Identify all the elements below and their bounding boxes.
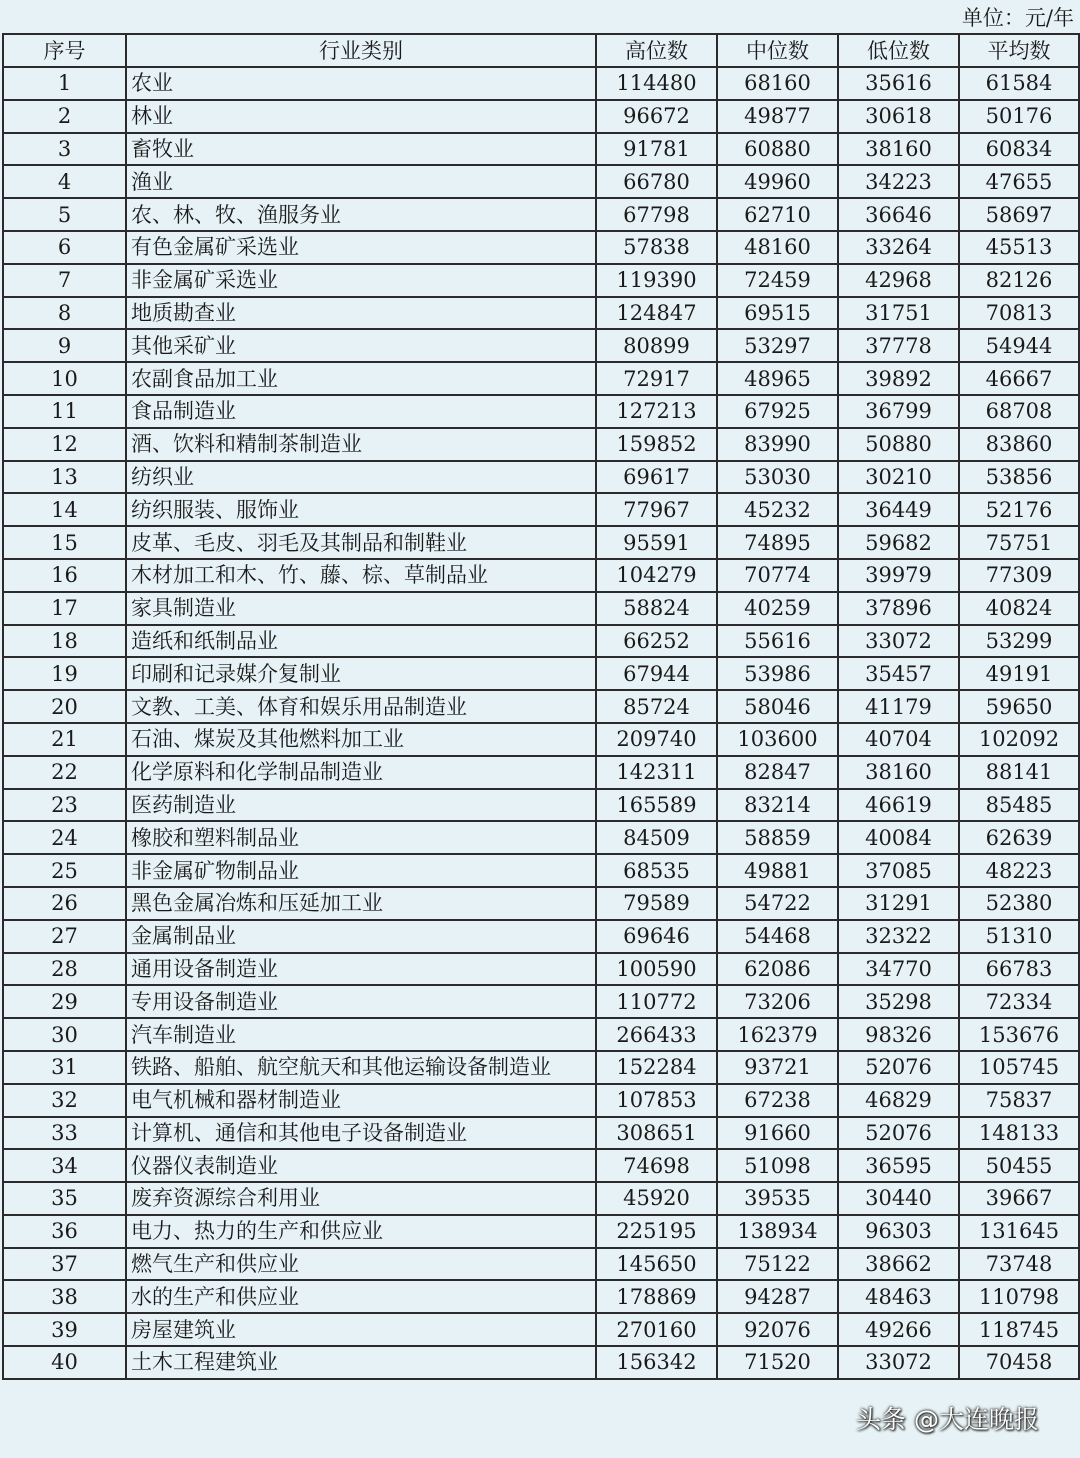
- cell-index: 30: [3, 1018, 126, 1051]
- header-index: 序号: [3, 34, 126, 67]
- watermark: 头条 @大连晚报: [856, 1405, 1039, 1434]
- cell-industry: 家具制造业: [126, 592, 596, 625]
- cell-high: 67944: [596, 657, 717, 690]
- table-row: [3, 1018, 1079, 1051]
- table-row: [3, 67, 1079, 100]
- cell-median: 53297: [717, 329, 838, 362]
- cell-high: 72917: [596, 362, 717, 395]
- table-row: [3, 690, 1079, 723]
- cell-average: 53856: [959, 461, 1079, 494]
- cell-index: 11: [3, 395, 126, 428]
- cell-industry: 非金属矿采选业: [126, 264, 596, 297]
- cell-median: 62086: [717, 953, 838, 986]
- cell-average: 66783: [959, 953, 1079, 986]
- cell-high: 45920: [596, 1182, 717, 1215]
- table-row: [3, 821, 1079, 854]
- cell-low: 49266: [838, 1313, 959, 1346]
- cell-index: 7: [3, 264, 126, 297]
- cell-average: 75837: [959, 1084, 1079, 1117]
- cell-average: 51310: [959, 920, 1079, 953]
- cell-high: 104279: [596, 559, 717, 592]
- cell-median: 45232: [717, 493, 838, 526]
- cell-average: 68708: [959, 395, 1079, 428]
- cell-low: 33072: [838, 625, 959, 658]
- cell-average: 72334: [959, 985, 1079, 1018]
- cell-industry: 石油、煤炭及其他燃料加工业: [126, 723, 596, 756]
- cell-industry: 土木工程建筑业: [126, 1346, 596, 1379]
- cell-index: 4: [3, 165, 126, 198]
- cell-average: 153676: [959, 1018, 1079, 1051]
- table-row: [3, 133, 1079, 166]
- cell-industry: 渔业: [126, 165, 596, 198]
- cell-median: 75122: [717, 1248, 838, 1281]
- cell-average: 60834: [959, 133, 1079, 166]
- cell-average: 52380: [959, 887, 1079, 920]
- cell-average: 62639: [959, 821, 1079, 854]
- table-row: [3, 395, 1079, 428]
- cell-median: 74895: [717, 526, 838, 559]
- cell-industry: 化学原料和化学制品制造业: [126, 756, 596, 789]
- cell-low: 35616: [838, 67, 959, 100]
- cell-index: 13: [3, 461, 126, 494]
- cell-low: 98326: [838, 1018, 959, 1051]
- cell-average: 82126: [959, 264, 1079, 297]
- cell-median: 72459: [717, 264, 838, 297]
- cell-average: 40824: [959, 592, 1079, 625]
- table-row: [3, 198, 1079, 231]
- cell-index: 37: [3, 1248, 126, 1281]
- cell-industry: 房屋建筑业: [126, 1313, 596, 1346]
- cell-industry: 铁路、船舶、航空航天和其他运输设备制造业: [126, 1051, 596, 1084]
- cell-median: 83990: [717, 428, 838, 461]
- cell-high: 127213: [596, 395, 717, 428]
- cell-index: 19: [3, 657, 126, 690]
- table-row: [3, 920, 1079, 953]
- cell-average: 148133: [959, 1117, 1079, 1150]
- table-row: [3, 362, 1079, 395]
- cell-high: 58824: [596, 592, 717, 625]
- header-industry: 行业类别: [126, 34, 596, 67]
- table-row: [3, 526, 1079, 559]
- cell-high: 69617: [596, 461, 717, 494]
- cell-index: 18: [3, 625, 126, 658]
- cell-high: 156342: [596, 1346, 717, 1379]
- cell-industry: 通用设备制造业: [126, 953, 596, 986]
- cell-high: 152284: [596, 1051, 717, 1084]
- cell-high: 66252: [596, 625, 717, 658]
- cell-average: 52176: [959, 493, 1079, 526]
- cell-median: 91660: [717, 1117, 838, 1150]
- cell-median: 73206: [717, 985, 838, 1018]
- table-row: [3, 723, 1079, 756]
- cell-industry: 地质勘查业: [126, 297, 596, 330]
- cell-index: 27: [3, 920, 126, 953]
- cell-industry: 专用设备制造业: [126, 985, 596, 1018]
- cell-low: 38662: [838, 1248, 959, 1281]
- cell-index: 29: [3, 985, 126, 1018]
- cell-index: 1: [3, 67, 126, 100]
- cell-high: 66780: [596, 165, 717, 198]
- table-row: [3, 657, 1079, 690]
- cell-median: 71520: [717, 1346, 838, 1379]
- table-row: [3, 1346, 1079, 1379]
- cell-low: 35298: [838, 985, 959, 1018]
- cell-high: 68535: [596, 854, 717, 887]
- table-row: [3, 592, 1079, 625]
- cell-low: 37896: [838, 592, 959, 625]
- cell-high: 74698: [596, 1149, 717, 1182]
- cell-high: 225195: [596, 1215, 717, 1248]
- cell-industry: 汽车制造业: [126, 1018, 596, 1051]
- cell-high: 107853: [596, 1084, 717, 1117]
- cell-low: 50880: [838, 428, 959, 461]
- cell-index: 24: [3, 821, 126, 854]
- cell-index: 34: [3, 1149, 126, 1182]
- cell-average: 105745: [959, 1051, 1079, 1084]
- table-row: [3, 264, 1079, 297]
- cell-average: 77309: [959, 559, 1079, 592]
- cell-high: 91781: [596, 133, 717, 166]
- cell-median: 39535: [717, 1182, 838, 1215]
- cell-median: 55616: [717, 625, 838, 658]
- cell-index: 33: [3, 1117, 126, 1150]
- cell-industry: 金属制品业: [126, 920, 596, 953]
- table-row: [3, 1117, 1079, 1150]
- cell-average: 54944: [959, 329, 1079, 362]
- cell-industry: 造纸和纸制品业: [126, 625, 596, 658]
- cell-index: 28: [3, 953, 126, 986]
- table-body: [3, 67, 1079, 1379]
- cell-low: 36449: [838, 493, 959, 526]
- cell-industry: 皮革、毛皮、羽毛及其制品和制鞋业: [126, 526, 596, 559]
- cell-industry: 燃气生产和供应业: [126, 1248, 596, 1281]
- cell-average: 48223: [959, 854, 1079, 887]
- cell-high: 159852: [596, 428, 717, 461]
- cell-industry: 畜牧业: [126, 133, 596, 166]
- cell-index: 15: [3, 526, 126, 559]
- cell-high: 69646: [596, 920, 717, 953]
- cell-industry: 仪器仪表制造业: [126, 1149, 596, 1182]
- cell-high: 110772: [596, 985, 717, 1018]
- cell-index: 22: [3, 756, 126, 789]
- cell-low: 38160: [838, 756, 959, 789]
- cell-average: 73748: [959, 1248, 1079, 1281]
- cell-index: 39: [3, 1313, 126, 1346]
- cell-median: 51098: [717, 1149, 838, 1182]
- table-row: [3, 165, 1079, 198]
- table-row: [3, 461, 1079, 494]
- cell-median: 162379: [717, 1018, 838, 1051]
- cell-index: 40: [3, 1346, 126, 1379]
- cell-high: 79589: [596, 887, 717, 920]
- cell-high: 77967: [596, 493, 717, 526]
- cell-median: 54468: [717, 920, 838, 953]
- table-row: [3, 756, 1079, 789]
- header-low: 低位数: [838, 34, 959, 67]
- cell-high: 84509: [596, 821, 717, 854]
- cell-average: 83860: [959, 428, 1079, 461]
- cell-average: 102092: [959, 723, 1079, 756]
- cell-median: 40259: [717, 592, 838, 625]
- salary-table: [2, 33, 1080, 1380]
- cell-average: 53299: [959, 625, 1079, 658]
- cell-high: 270160: [596, 1313, 717, 1346]
- cell-index: 16: [3, 559, 126, 592]
- cell-low: 35457: [838, 657, 959, 690]
- cell-low: 30440: [838, 1182, 959, 1215]
- cell-high: 266433: [596, 1018, 717, 1051]
- cell-industry: 废弃资源综合利用业: [126, 1182, 596, 1215]
- table-row: [3, 100, 1079, 133]
- cell-low: 46619: [838, 789, 959, 822]
- cell-average: 85485: [959, 789, 1079, 822]
- cell-low: 33072: [838, 1346, 959, 1379]
- cell-average: 58697: [959, 198, 1079, 231]
- cell-median: 92076: [717, 1313, 838, 1346]
- cell-industry: 农、林、牧、渔服务业: [126, 198, 596, 231]
- header-average: 平均数: [959, 34, 1079, 67]
- cell-median: 49960: [717, 165, 838, 198]
- cell-average: 39667: [959, 1182, 1079, 1215]
- cell-low: 34223: [838, 165, 959, 198]
- cell-low: 40084: [838, 821, 959, 854]
- cell-average: 50455: [959, 1149, 1079, 1182]
- cell-index: 10: [3, 362, 126, 395]
- table-row: [3, 1182, 1079, 1215]
- cell-average: 118745: [959, 1313, 1079, 1346]
- cell-industry: 黑色金属冶炼和压延加工业: [126, 887, 596, 920]
- cell-median: 103600: [717, 723, 838, 756]
- cell-low: 38160: [838, 133, 959, 166]
- cell-index: 9: [3, 329, 126, 362]
- cell-median: 54722: [717, 887, 838, 920]
- cell-index: 20: [3, 690, 126, 723]
- cell-low: 96303: [838, 1215, 959, 1248]
- table-row: [3, 985, 1079, 1018]
- cell-median: 70774: [717, 559, 838, 592]
- cell-industry: 电力、热力的生产和供应业: [126, 1215, 596, 1248]
- unit-label: 单位：元/年: [961, 6, 1074, 30]
- cell-low: 36646: [838, 198, 959, 231]
- cell-low: 30210: [838, 461, 959, 494]
- table-row: [3, 428, 1079, 461]
- cell-average: 70813: [959, 297, 1079, 330]
- cell-average: 50176: [959, 100, 1079, 133]
- cell-high: 114480: [596, 67, 717, 100]
- cell-high: 95591: [596, 526, 717, 559]
- cell-median: 48160: [717, 231, 838, 264]
- cell-industry: 电气机械和器材制造业: [126, 1084, 596, 1117]
- cell-high: 57838: [596, 231, 717, 264]
- cell-low: 46829: [838, 1084, 959, 1117]
- cell-industry: 农副食品加工业: [126, 362, 596, 395]
- table-row: [3, 1215, 1079, 1248]
- cell-median: 138934: [717, 1215, 838, 1248]
- table-row: [3, 1280, 1079, 1313]
- cell-high: 124847: [596, 297, 717, 330]
- cell-low: 37778: [838, 329, 959, 362]
- table-row: [3, 1313, 1079, 1346]
- cell-high: 96672: [596, 100, 717, 133]
- cell-average: 47655: [959, 165, 1079, 198]
- cell-low: 30618: [838, 100, 959, 133]
- cell-median: 62710: [717, 198, 838, 231]
- cell-low: 40704: [838, 723, 959, 756]
- cell-median: 48965: [717, 362, 838, 395]
- cell-index: 35: [3, 1182, 126, 1215]
- table-row: [3, 789, 1079, 822]
- cell-index: 26: [3, 887, 126, 920]
- cell-median: 53030: [717, 461, 838, 494]
- cell-average: 46667: [959, 362, 1079, 395]
- cell-median: 68160: [717, 67, 838, 100]
- cell-low: 42968: [838, 264, 959, 297]
- cell-industry: 水的生产和供应业: [126, 1280, 596, 1313]
- cell-low: 52076: [838, 1117, 959, 1150]
- cell-median: 49881: [717, 854, 838, 887]
- cell-median: 69515: [717, 297, 838, 330]
- cell-industry: 橡胶和塑料制品业: [126, 821, 596, 854]
- cell-index: 23: [3, 789, 126, 822]
- table-row: [3, 493, 1079, 526]
- cell-high: 100590: [596, 953, 717, 986]
- cell-median: 58046: [717, 690, 838, 723]
- table-row: [3, 1084, 1079, 1117]
- cell-industry: 其他采矿业: [126, 329, 596, 362]
- cell-average: 88141: [959, 756, 1079, 789]
- table-row: [3, 1248, 1079, 1281]
- cell-median: 94287: [717, 1280, 838, 1313]
- cell-low: 36595: [838, 1149, 959, 1182]
- header-high: 高位数: [596, 34, 717, 67]
- cell-low: 32322: [838, 920, 959, 953]
- cell-average: 61584: [959, 67, 1079, 100]
- cell-median: 83214: [717, 789, 838, 822]
- cell-low: 34770: [838, 953, 959, 986]
- cell-average: 59650: [959, 690, 1079, 723]
- cell-index: 2: [3, 100, 126, 133]
- cell-low: 31751: [838, 297, 959, 330]
- cell-index: 12: [3, 428, 126, 461]
- cell-low: 48463: [838, 1280, 959, 1313]
- cell-median: 60880: [717, 133, 838, 166]
- table-row: [3, 231, 1079, 264]
- cell-low: 39979: [838, 559, 959, 592]
- cell-low: 39892: [838, 362, 959, 395]
- cell-average: 110798: [959, 1280, 1079, 1313]
- cell-index: 32: [3, 1084, 126, 1117]
- table-row: [3, 887, 1079, 920]
- cell-low: 59682: [838, 526, 959, 559]
- cell-low: 36799: [838, 395, 959, 428]
- cell-average: 75751: [959, 526, 1079, 559]
- cell-industry: 林业: [126, 100, 596, 133]
- cell-index: 36: [3, 1215, 126, 1248]
- cell-low: 41179: [838, 690, 959, 723]
- cell-median: 67238: [717, 1084, 838, 1117]
- cell-high: 145650: [596, 1248, 717, 1281]
- cell-high: 85724: [596, 690, 717, 723]
- cell-low: 52076: [838, 1051, 959, 1084]
- cell-industry: 医药制造业: [126, 789, 596, 822]
- cell-index: 8: [3, 297, 126, 330]
- cell-index: 6: [3, 231, 126, 264]
- cell-industry: 非金属矿物制品业: [126, 854, 596, 887]
- cell-median: 82847: [717, 756, 838, 789]
- cell-average: 131645: [959, 1215, 1079, 1248]
- cell-low: 37085: [838, 854, 959, 887]
- cell-median: 67925: [717, 395, 838, 428]
- cell-high: 80899: [596, 329, 717, 362]
- cell-industry: 纺织业: [126, 461, 596, 494]
- cell-index: 25: [3, 854, 126, 887]
- cell-high: 209740: [596, 723, 717, 756]
- table-row: [3, 1149, 1079, 1182]
- cell-median: 58859: [717, 821, 838, 854]
- cell-low: 31291: [838, 887, 959, 920]
- cell-industry: 文教、工美、体育和娱乐用品制造业: [126, 690, 596, 723]
- cell-industry: 农业: [126, 67, 596, 100]
- table-row: [3, 297, 1079, 330]
- cell-industry: 木材加工和木、竹、藤、棕、草制品业: [126, 559, 596, 592]
- cell-index: 31: [3, 1051, 126, 1084]
- cell-industry: 食品制造业: [126, 395, 596, 428]
- cell-median: 49877: [717, 100, 838, 133]
- cell-high: 165589: [596, 789, 717, 822]
- table-row: [3, 329, 1079, 362]
- cell-average: 49191: [959, 657, 1079, 690]
- cell-median: 93721: [717, 1051, 838, 1084]
- cell-high: 308651: [596, 1117, 717, 1150]
- table-row: [3, 625, 1079, 658]
- cell-index: 21: [3, 723, 126, 756]
- cell-index: 14: [3, 493, 126, 526]
- cell-index: 3: [3, 133, 126, 166]
- cell-index: 38: [3, 1280, 126, 1313]
- cell-index: 5: [3, 198, 126, 231]
- table-row: [3, 953, 1079, 986]
- cell-high: 119390: [596, 264, 717, 297]
- cell-high: 142311: [596, 756, 717, 789]
- table-header-row: [3, 34, 1079, 67]
- cell-industry: 计算机、通信和其他电子设备制造业: [126, 1117, 596, 1150]
- header-median: 中位数: [717, 34, 838, 67]
- cell-industry: 印刷和记录媒介复制业: [126, 657, 596, 690]
- cell-average: 70458: [959, 1346, 1079, 1379]
- cell-industry: 酒、饮料和精制茶制造业: [126, 428, 596, 461]
- cell-high: 178869: [596, 1280, 717, 1313]
- cell-median: 53986: [717, 657, 838, 690]
- cell-industry: 有色金属矿采选业: [126, 231, 596, 264]
- cell-industry: 纺织服装、服饰业: [126, 493, 596, 526]
- cell-high: 67798: [596, 198, 717, 231]
- table-row: [3, 1051, 1079, 1084]
- cell-low: 33264: [838, 231, 959, 264]
- cell-index: 17: [3, 592, 126, 625]
- table-row: [3, 854, 1079, 887]
- cell-average: 45513: [959, 231, 1079, 264]
- table-row: [3, 559, 1079, 592]
